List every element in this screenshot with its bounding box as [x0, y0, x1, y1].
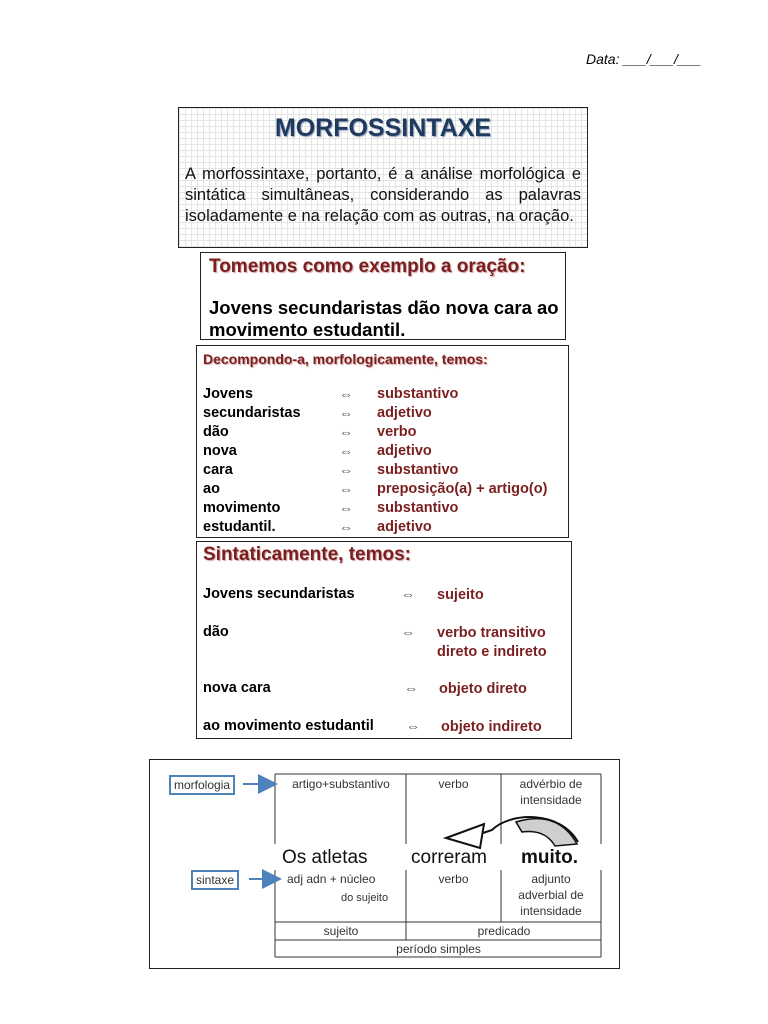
- morph-class: preposição(a) + artigo(o): [377, 481, 548, 497]
- syntax-term: ao movimento estudantil: [203, 718, 374, 734]
- double-arrow-icon: ⇔: [339, 386, 353, 402]
- morph-class: verbo: [377, 424, 417, 440]
- double-arrow-icon: ⇔: [339, 500, 353, 516]
- morph-row: [203, 462, 568, 481]
- syntax-function: sujeito: [437, 587, 484, 603]
- morph-row: [203, 424, 568, 443]
- double-arrow-icon: ⇔: [404, 680, 418, 696]
- example-sentence: Jovens secundaristas dão nova cara ao movimento estudantil.: [209, 297, 559, 340]
- synt-col-1-line2: do sujeito: [341, 892, 389, 904]
- double-arrow-icon: ⇔: [339, 443, 353, 459]
- syntax-function-continued: direto e indireto: [437, 644, 547, 660]
- double-arrow-icon: ⇔: [401, 586, 415, 602]
- example-heading: Tomemos como exemplo a oração:: [209, 256, 526, 277]
- morph-class: adjetivo: [377, 405, 432, 421]
- morph-class: adjetivo: [377, 443, 432, 459]
- morph-word: cara: [203, 462, 233, 478]
- synt-col-2: verbo: [438, 872, 469, 886]
- analysis-diagram: [149, 759, 620, 969]
- synt-col-1-line1: adj adn + núcleo: [287, 872, 376, 886]
- double-arrow-icon: ⇔: [406, 718, 420, 734]
- morph-row: [203, 405, 568, 424]
- sujeito-cell: sujeito: [323, 924, 359, 938]
- intro-box: [178, 107, 588, 248]
- synt-col-1: [277, 871, 405, 906]
- sentence-word-2: correram: [411, 847, 488, 868]
- morph-col-2: verbo: [438, 777, 469, 791]
- synt-col-3: [502, 871, 600, 919]
- intro-title: MORFOSSINTAXE: [274, 114, 492, 142]
- sentence-word-1: Os atletas: [282, 847, 368, 868]
- morphology-heading: Decompondo-a, morfologicamente, temos:: [203, 351, 488, 367]
- syntax-row: [203, 624, 571, 660]
- double-arrow-icon: ⇔: [401, 624, 415, 640]
- predicado-cell: predicado: [477, 924, 531, 938]
- double-arrow-icon: ⇔: [339, 481, 353, 497]
- morph-col-1: artigo+substantivo: [292, 777, 390, 791]
- syntax-function: objeto indireto: [441, 719, 542, 735]
- syntax-function: verbo transitivo: [437, 625, 546, 641]
- morph-word: ao: [203, 481, 220, 497]
- syntax-term: Jovens secundaristas: [203, 586, 355, 602]
- syntax-term: nova cara: [203, 680, 271, 696]
- morph-class: substantivo: [377, 500, 459, 516]
- syntax-row: [203, 718, 571, 734]
- sentence-word-3: muito.: [521, 847, 578, 868]
- morph-class: substantivo: [377, 462, 459, 478]
- morph-row: [203, 500, 568, 519]
- example-box: [200, 252, 566, 340]
- synt-col-3-line3: intensidade: [520, 904, 582, 918]
- morph-word: secundaristas: [203, 405, 301, 421]
- morfologia-tag: morfologia: [169, 775, 235, 795]
- periodo-cell: período simples: [396, 942, 481, 956]
- syntax-term: dão: [203, 624, 229, 640]
- morph-row: [203, 386, 568, 405]
- morph-row: [203, 443, 568, 462]
- morph-word: nova: [203, 443, 237, 459]
- syntax-row: [203, 586, 571, 602]
- syntax-box: [196, 541, 572, 739]
- syntax-row: [203, 680, 571, 696]
- double-arrow-icon: ⇔: [339, 405, 353, 421]
- morph-word: Jovens: [203, 386, 253, 402]
- morph-row: [203, 519, 568, 538]
- double-arrow-icon: ⇔: [339, 462, 353, 478]
- morph-col-3-line1: advérbio de: [519, 777, 583, 791]
- double-arrow-icon: ⇔: [339, 519, 353, 535]
- morph-row: [203, 481, 568, 500]
- intro-paragraph: A morfossintaxe, portanto, é a análise morfológica e sintática simultâneas, considerando as palavras isoladamente e na relação com as outras, na oração.: [185, 165, 581, 225]
- morph-word: dão: [203, 424, 229, 440]
- morph-col-3-line2: intensidade: [520, 793, 582, 807]
- morph-class: adjetivo: [377, 519, 432, 535]
- double-arrow-icon: ⇔: [339, 424, 353, 440]
- syntax-function: objeto direto: [439, 681, 527, 697]
- synt-col-3-line1: adjunto: [531, 872, 571, 886]
- sintaxe-tag: sintaxe: [191, 870, 239, 890]
- synt-col-3-line2: adverbial de: [518, 888, 584, 902]
- morph-class: substantivo: [377, 386, 459, 402]
- morph-col-3: [502, 776, 600, 808]
- syntax-heading: Sintaticamente, temos:: [203, 544, 411, 565]
- morph-word: movimento: [203, 500, 281, 516]
- morphology-box: [196, 345, 569, 538]
- date-label: Data: ___/___/___: [586, 51, 702, 67]
- morph-word: estudantil.: [203, 519, 276, 535]
